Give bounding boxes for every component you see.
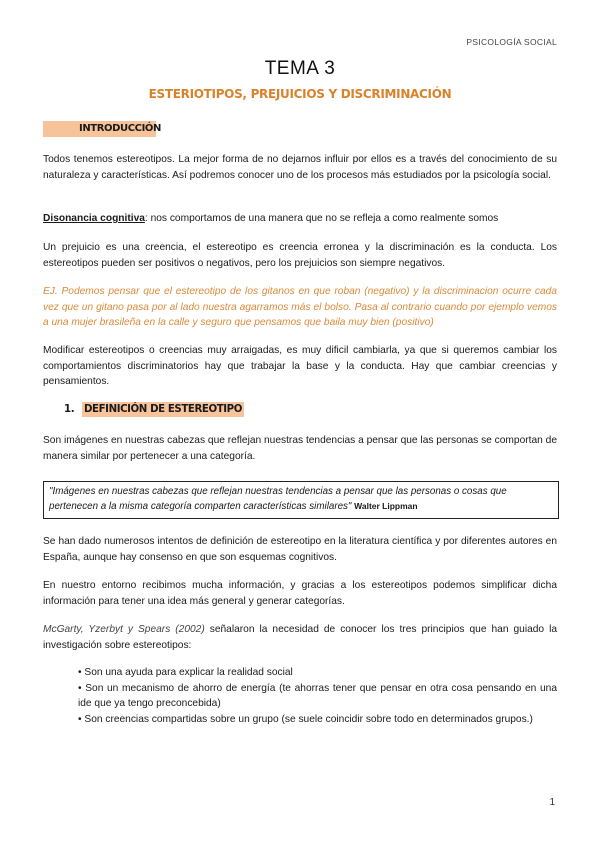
document-subtitle: ESTERIOTIPOS, PREJUICIOS Y DISCRIMINACIÓN	[148, 87, 452, 101]
section-1-heading	[64, 404, 244, 415]
intro-heading-label: INTRODUCCIÓN	[79, 123, 162, 134]
cited-authors: McGarty, Yzerbyt y Spears (2002)	[43, 624, 205, 635]
term-disonancia-cognitiva: Disonancia cognitiva	[43, 213, 145, 224]
section-1-paragraph-2: Se han dado numerosos intentos de definición de estereotipo en la literatura científica y por diferentes autores en España, aunque hay consenso en que son esquemas cognitivos.	[43, 536, 557, 563]
document-title: TEMA 3	[264, 58, 336, 79]
section-1-paragraph-4	[43, 622, 557, 653]
intro-paragraph-4: Modificar estereotipos o creencias muy arraigadas, es muy dificil cambiarla, ya que si queremos cambiar los comportamientos discriminatorios hay que trabajar la base y la conducta. Hay que cambiar creencias y pensamientos.	[43, 345, 557, 387]
page-header-course: PSICOLOGÍA SOCIAL	[466, 37, 557, 47]
page-number: 1	[549, 797, 555, 808]
example-paragraph: EJ. Podemos pensar que el estereotipo de los gitanos en que roban (negativo) y la discriminacion ocurre cada vez que un gitano pasa por al lado nuestra agarramos más el bolso. Pasa al contrario cuando por ejemplo vemos a una mujer brasileña en la calle y seguro que pensamos que baila muy bien (positivo)	[43, 286, 557, 328]
principles-list	[78, 665, 557, 727]
quote-author: Walter Lippman	[354, 501, 418, 511]
quote-text: "Imágenes en nuestras cabezas que reflejan nuestras tendencias a pensar que las personas o cosas que pertenecen a la misma categoría comparten características similares"	[49, 486, 507, 512]
intro-paragraph-1: Todos tenemos estereotipos. La mejor forma de no dejarnos influir por ellos es a través del conocimiento de su naturaleza y características. Así podremos conocer uno de los procesos más estudiados por la psicología social.	[43, 154, 557, 181]
paragraph-4-text: señalaron la necesidad de conocer los tres principios que han guiado la investigación sobre estereotipos:	[43, 624, 558, 651]
list-item: • Son creencias compartidas sobre un grupo (se suele coincidir sobre todo en determinados grupos.)	[78, 713, 533, 725]
intro-paragraph-2	[43, 211, 557, 227]
section-1-number: 1.	[64, 404, 75, 415]
intro-heading	[43, 121, 162, 137]
term-definition: : nos comportamos de una manera que no se refleja a como realmente somos	[144, 213, 499, 224]
section-1-title: DEFINICIÓN DE ESTEREOTIPO	[84, 404, 242, 415]
intro-paragraph-3: Un prejuicio es una creencia, el estereotipo es creencia erronea y la discriminación es la conducta. Los estereotipos pueden ser positivos o negativos, pero los prejuicios son siempre negativos.	[43, 242, 557, 269]
list-item: • Son una ayuda para explicar la realidad social	[78, 667, 293, 678]
section-1-paragraph-1: Son imágenes en nuestras cabezas que reflejan nuestras tendencias a pensar que las personas se comportan de manera similar por pertenecer a una categoría.	[43, 435, 557, 462]
section-1-paragraph-3: En nuestro entorno recibimos mucha información, y gracias a los estereotipos podemos simplificar dicha información para tener una idea más general y generar categorías.	[43, 580, 557, 607]
list-item: • Son un mecanismo de ahorro de energía (te ahorras tener que pensar en otra cosa pensando en una ide que ya tengo preconcebida)	[78, 682, 557, 709]
definition-quote-box	[43, 481, 559, 519]
